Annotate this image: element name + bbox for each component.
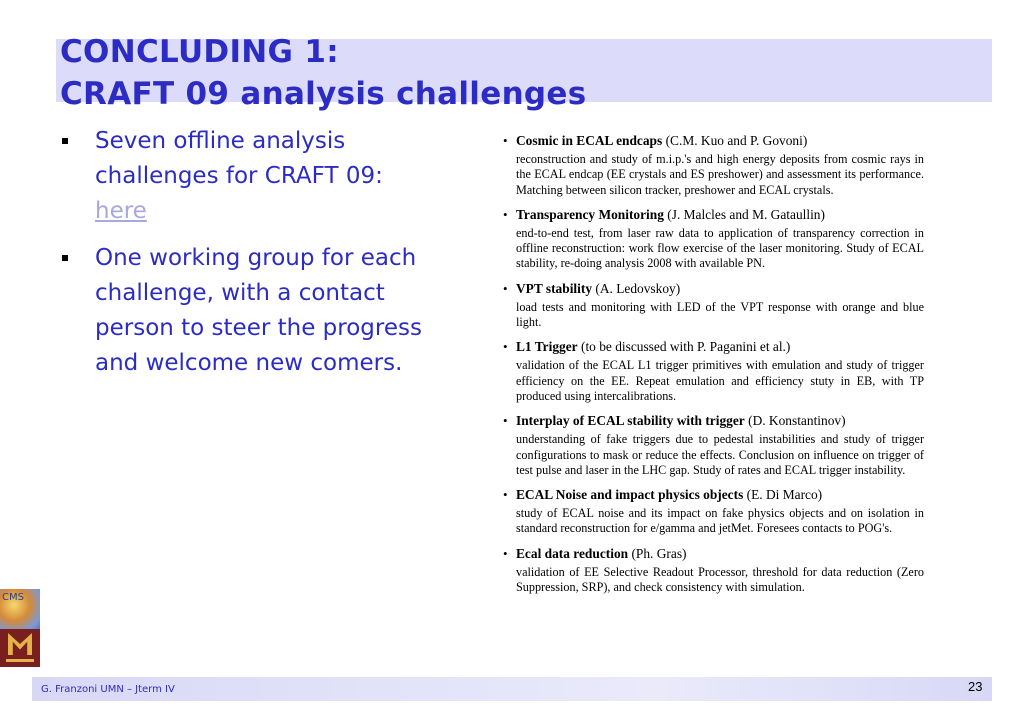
cms-logo bbox=[0, 589, 40, 629]
challenge-item bbox=[502, 206, 924, 272]
challenge-item bbox=[502, 280, 924, 331]
slide-title bbox=[60, 31, 587, 115]
footer-band bbox=[32, 677, 992, 701]
challenge-name: Transparency Monitoring bbox=[516, 206, 664, 222]
bullet-dot-icon: • bbox=[503, 413, 508, 429]
bullet-dot-icon: • bbox=[503, 487, 508, 503]
challenge-description: load tests and monitoring with LED of the VPT response with orange and blue light. bbox=[516, 299, 924, 330]
bullet-item bbox=[60, 241, 440, 381]
umn-logo bbox=[0, 629, 40, 667]
here-link[interactable]: here bbox=[95, 198, 147, 224]
challenge-list bbox=[502, 132, 924, 603]
challenge-contact: (Ph. Gras) bbox=[631, 545, 687, 561]
challenge-item bbox=[502, 412, 924, 478]
challenge-item bbox=[502, 338, 924, 404]
challenge-heading bbox=[502, 486, 924, 503]
challenge-name: Interplay of ECAL stability with trigger bbox=[516, 413, 745, 429]
challenge-description: understanding of fake triggers due to pedestal instabilities and study of trigger configurations to mask or reduce the effects. Conclusion on influence on trigger of test pulse and laser in the LHC gap. Study of rates and ECAL trigger instability. bbox=[516, 432, 924, 477]
challenge-name: VPT stability bbox=[516, 280, 593, 296]
challenge-contact: (J. Malcles and M. Gataullin) bbox=[667, 206, 825, 222]
footer-author: G. Franzoni UMN – Jterm IV bbox=[41, 684, 175, 695]
challenge-contact: (A. Ledovskoy) bbox=[595, 280, 681, 296]
bullet-item bbox=[60, 124, 440, 229]
bullet-dot-icon: • bbox=[503, 339, 508, 355]
bullet-dot-icon: • bbox=[503, 133, 508, 148]
challenge-name: Cosmic in ECAL endcaps bbox=[516, 133, 663, 148]
challenge-heading bbox=[502, 338, 924, 355]
square-bullet-icon bbox=[62, 138, 68, 144]
bullet-text: One working group for each challenge, with a contact person to steer the progress and welcome new comers. bbox=[95, 245, 422, 376]
bullet-dot-icon: • bbox=[503, 280, 508, 296]
challenge-name: L1 Trigger bbox=[516, 339, 578, 355]
cms-logo-text: CMS bbox=[2, 592, 24, 603]
challenge-description: reconstruction and study of m.i.p.'s and high energy deposits from cosmic rays in the ECAL endcap (EE crystals and ES preshower) and assessment its performance. Matching between silicon tracker, preshower and ECAL crystals. bbox=[516, 152, 924, 197]
challenge-name: ECAL Noise and impact physics objects bbox=[516, 487, 744, 503]
square-bullet-icon bbox=[62, 255, 68, 261]
challenge-description: study of ECAL noise and its impact on fake physics objects and on isolation in standard reconstruction for e/gamma and jetMet. Foresees contacts to POG's. bbox=[516, 506, 924, 536]
page-number: 23 bbox=[968, 679, 983, 694]
challenge-heading bbox=[502, 132, 924, 149]
challenge-heading bbox=[502, 412, 924, 429]
umn-logo-underline bbox=[6, 659, 34, 662]
challenge-description: end-to-end test, from laser raw data to application of transparency correction in offline reconstruction: work flow exercise of the laser monitoring. Study of ECAL stability, re-doing analysis 2008 with available PN. bbox=[516, 225, 924, 271]
bullet-dot-icon: • bbox=[503, 545, 508, 561]
challenge-contact: (E. Di Marco) bbox=[746, 487, 823, 503]
challenge-item bbox=[502, 486, 924, 537]
challenge-heading bbox=[502, 545, 924, 562]
bullet-dot-icon: • bbox=[503, 206, 508, 222]
challenge-heading bbox=[502, 280, 924, 297]
challenge-description: validation of EE Selective Readout Processor, threshold for data reduction (Zero Suppression, SRP), and check consistency with simulation. bbox=[516, 564, 924, 595]
challenge-item bbox=[502, 132, 924, 198]
umn-m-icon bbox=[8, 633, 32, 655]
challenge-contact: (D. Konstantinov) bbox=[748, 413, 846, 429]
challenge-contact: (C.M. Kuo and P. Govoni) bbox=[665, 133, 808, 148]
challenge-item bbox=[502, 545, 924, 596]
slide-title-line-2: CRAFT 09 analysis challenges bbox=[60, 76, 587, 112]
bullet-list bbox=[60, 124, 440, 393]
challenge-contact: (to be discussed with P. Paganini et al.) bbox=[580, 339, 791, 355]
challenge-description: validation of the ECAL L1 trigger primitives with emulation and study of trigger efficiency on the EE. Repeat emulation and efficiency stuty in EB, with TP produced using intercalibrations. bbox=[516, 358, 924, 403]
bullet-text: Seven offline analysis challenges for CRAFT 09: bbox=[95, 128, 383, 189]
slide-title-line-1: CONCLUDING 1: bbox=[60, 34, 339, 70]
challenge-heading bbox=[502, 206, 924, 223]
challenge-name: Ecal data reduction bbox=[516, 545, 629, 561]
